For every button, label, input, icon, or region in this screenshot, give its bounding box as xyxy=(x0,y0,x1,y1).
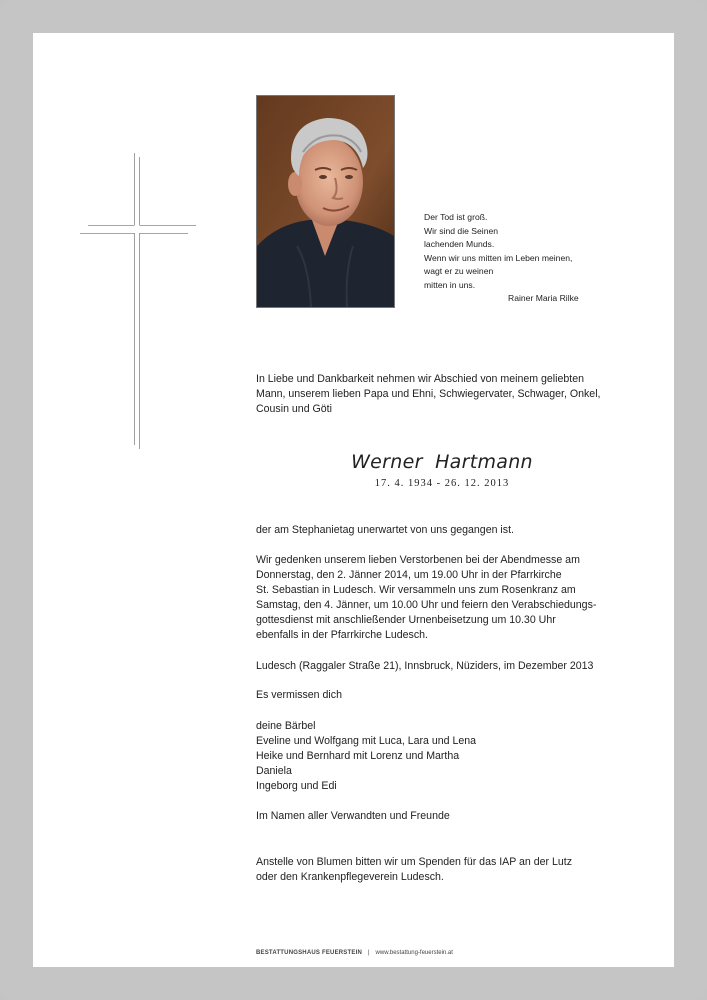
donation-note xyxy=(256,855,656,885)
service-line: St. Sebastian in Ludesch. Wir versammeln uns zum Rosenkranz am xyxy=(256,584,576,596)
relatives-note xyxy=(256,809,656,824)
passing-line: der am Stephanietag unerwartet von uns gegangen ist. xyxy=(256,524,514,536)
family-line: Eveline und Wolfgang mit Luca, Lara und Lena xyxy=(256,735,477,747)
cross-icon xyxy=(80,153,198,449)
service-line: Donnerstag, den 2. Jänner 2014, um 19.00 Uhr in der Pfarrkirche xyxy=(256,569,562,581)
intro-paragraph xyxy=(256,372,656,417)
intro-line: In Liebe und Dankbarkeit nehmen wir Abschied von meinem geliebten xyxy=(256,373,585,385)
service-line: ebenfalls in der Pfarrkirche Ludesch. xyxy=(256,629,428,641)
donation-line: Anstelle von Blumen bitten wir um Spenden für das IAP an der Lutz xyxy=(256,856,573,868)
footer-separator: | xyxy=(367,950,370,956)
family-line: Ingeborg und Edi xyxy=(256,780,337,792)
place-date-line: Ludesch (Raggaler Straße 21), Innsbruck, Nüziders, im Dezember 2013 xyxy=(256,660,594,672)
poem-line: Der Tod ist groß. xyxy=(424,212,488,222)
funeral-home-website[interactable]: www.bestattung-feuerstein.at xyxy=(375,950,453,956)
rilke-poem xyxy=(424,211,644,306)
family-list xyxy=(256,719,656,794)
obituary-sheet xyxy=(33,33,674,967)
family-line: Daniela xyxy=(256,765,292,777)
donation-line: oder den Krankenpflegeverein Ludesch. xyxy=(256,871,444,883)
missing-you xyxy=(256,688,656,703)
poem-line: Wir sind die Seinen xyxy=(424,225,499,236)
poem-line: wagt er zu weinen xyxy=(424,266,494,276)
intro-line: Mann, unserem lieben Papa und Ehni, Schwiegervater, Schwager, Onkel, xyxy=(256,388,601,400)
service-line: Wir gedenken unserem lieben Verstorbenen bei der Abendmesse am xyxy=(256,554,580,566)
poem-line: lachenden Munds. xyxy=(424,239,495,249)
passing-text xyxy=(256,523,656,538)
funeral-home-name: BESTATTUNGSHAUS FEUERSTEIN xyxy=(256,950,362,956)
life-dates: 17. 4. 1934 - 26. 12. 2013 xyxy=(374,478,510,489)
family-line: deine Bärbel xyxy=(256,720,316,732)
family-line: Heike und Bernhard mit Lorenz und Martha xyxy=(256,750,460,762)
service-line: gottesdienst mit anschließender Urnenbeisetzung um 10.30 Uhr xyxy=(256,614,556,626)
intro-line: Cousin und Göti xyxy=(256,403,332,415)
service-line: Samstag, den 4. Jänner, um 10.00 Uhr und feiern den Verabschiedungs- xyxy=(256,599,597,611)
deceased-name: Werner Hartmann xyxy=(351,451,533,473)
missing-you-line: Es vermissen dich xyxy=(256,689,342,701)
poem-author: Rainer Maria Rilke xyxy=(508,293,579,303)
relatives-line: Im Namen aller Verwandten und Freunde xyxy=(256,810,450,822)
poem-line: mitten in uns. xyxy=(424,279,476,290)
place-date xyxy=(256,659,656,674)
footer xyxy=(256,950,656,956)
service-paragraph xyxy=(256,553,656,643)
poem-line: Wenn wir uns mitten im Leben meinen, xyxy=(424,252,573,263)
portrait-photo xyxy=(256,95,395,308)
